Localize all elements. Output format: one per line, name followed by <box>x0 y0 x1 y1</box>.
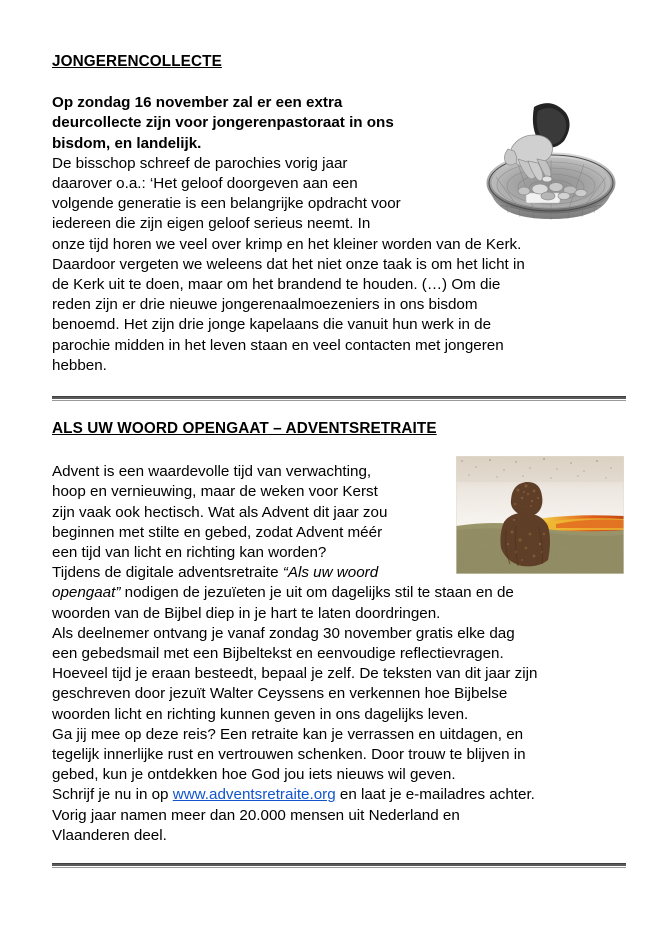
signup-prefix: Schrijf je nu in op <box>52 786 173 804</box>
body-line: De bisschop schreef de parochies vorig jaar <box>52 154 348 172</box>
body-line: Ga jij mee op deze reis? Een retraite kan je verrassen en uitdagen, en <box>52 725 524 743</box>
body-line: volgende generatie is een belangrijke opdracht voor <box>52 195 401 213</box>
section-divider <box>52 396 626 401</box>
body-line: tegelijk innerlijke rust en vertrouwen schenken. Door trouw te blijven in <box>52 745 526 763</box>
body-line: woorden licht en richting kunnen geven in ons dagelijks leven. <box>52 705 469 723</box>
body-line: hebben. <box>52 356 107 374</box>
body-line: Daardoor vergeten we weleens dat het niet onze taak is om het licht in <box>52 255 525 273</box>
body-line: Vlaanderen deel. <box>52 826 167 844</box>
signup-suffix: en laat je e-mailadres achter. <box>335 786 535 804</box>
body-line: een tijd van licht en richting kan worden? <box>52 543 327 561</box>
body-line: een gebedsmail met een Bijbeltekst en eenvoudige reflectievragen. <box>52 644 504 662</box>
collection-basket-photo <box>478 101 624 223</box>
body-line: woorden van de Bijbel diep in je hart te laten doordringen. <box>52 604 441 622</box>
body-line: gebed, kun je ontdekken hoe God jou iets nieuws wil geven. <box>52 766 456 784</box>
page-title: JONGERENCOLLECTE <box>52 53 222 70</box>
retreat-line-after: nodigen de jezuïeten je uit om dagelijks stil te staan en de <box>120 584 514 602</box>
body-line: zijn vaak ook hectisch. Wat als Advent dit jaar zou <box>52 503 388 521</box>
body-line: beginnen met stilte en gebed, zodat Advent méér <box>52 523 383 541</box>
body-line: de Kerk uit te doen, maar om het brandend te houden. (…) Om die <box>52 275 501 293</box>
body-line: reden zijn er drie nieuwe jongerenaalmoezeniers in ons bisdom <box>52 296 478 314</box>
retreat-prefix: Tijdens de digitale adventsretraite <box>52 564 283 582</box>
body-line: Als deelnemer ontvang je vanaf zondag 30 november gratis elke dag <box>52 624 515 642</box>
section-title-adventsretraite: ALS UW WOORD OPENGAAT – ADVENTSRETRAITE <box>52 420 437 437</box>
retreat-title-part-1: “Als uw woord <box>282 564 379 582</box>
body-line: hoop en vernieuwing, maar de weken voor Kerst <box>52 483 378 501</box>
body-line: daarover o.a.: ‘Het geloof doorgeven aan een <box>52 174 358 192</box>
lead-line: Op zondag 16 november zal er een extra <box>52 94 343 112</box>
body-line: parochie midden in het leven staan en veel contacten met jongeren <box>52 336 504 354</box>
body-line: geschreven door jezuït Walter Ceyssens en verkennen hoe Bijbelse <box>52 685 508 703</box>
advent-sunset-illustration <box>456 456 624 574</box>
signup-line <box>52 785 626 805</box>
section-divider <box>52 863 626 868</box>
body-line: onze tijd horen we veel over krimp en het kleiner worden van de Kerk. <box>52 235 522 253</box>
adventsretraite-link[interactable]: www.adventsretraite.org <box>172 786 336 804</box>
spacer <box>52 71 626 93</box>
body-line: iedereen die zijn eigen geloof serieus neemt. In <box>52 215 371 233</box>
body-line: Advent is een waardevolle tijd van verwachting, <box>52 463 372 481</box>
body-line: benoemd. Het zijn drie jonge kapelaans die vanuit hun werk in de <box>52 316 492 334</box>
body-line: Hoeveel tijd je eraan besteedt, bepaal je zelf. De teksten van dit jaar zijn <box>52 665 538 683</box>
body-line: Vorig jaar namen meer dan 20.000 mensen uit Nederland en <box>52 806 460 824</box>
retreat-title-line-2 <box>52 583 626 603</box>
lead-line: bisdom, en landelijk. <box>52 134 202 152</box>
lead-line: deurcollecte zijn voor jongerenpastoraat in ons <box>52 114 394 132</box>
retreat-title-part-2: opengaat” <box>52 584 121 602</box>
